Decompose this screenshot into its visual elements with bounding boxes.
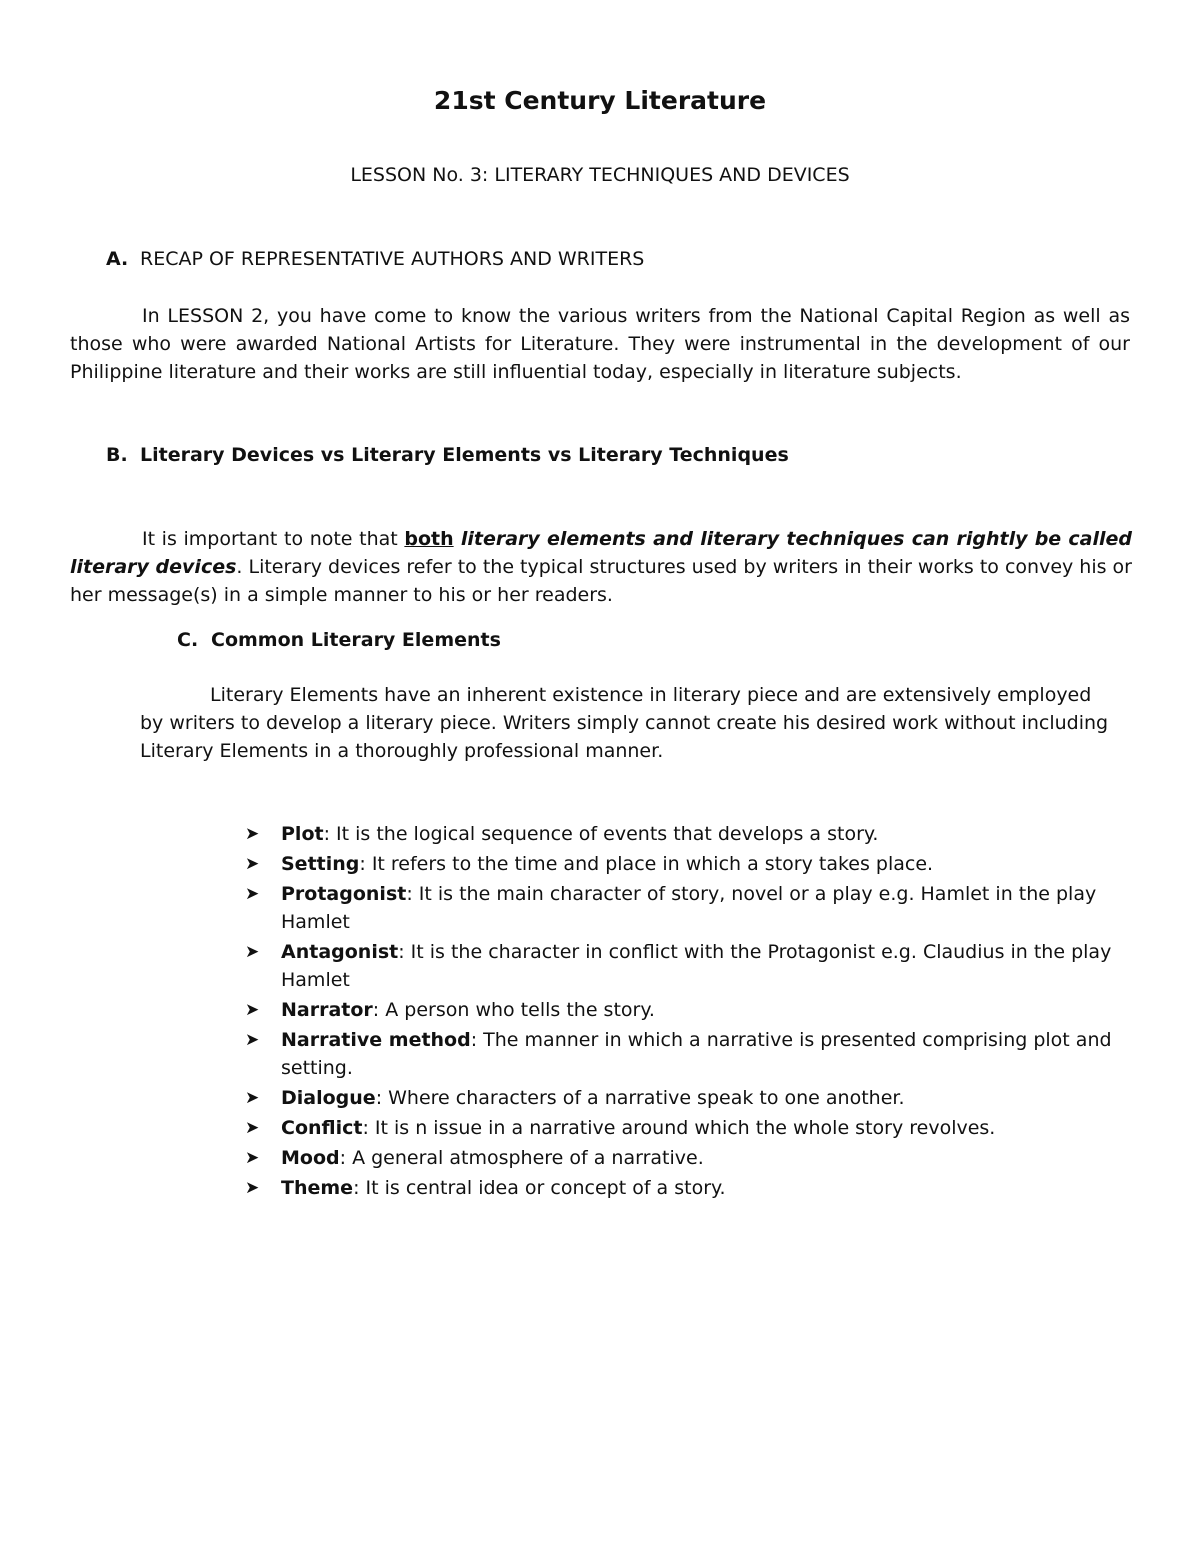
element-definition: : It is n issue in a narrative around which the whole story revolves. [362,1117,996,1139]
section-b-heading [106,444,789,466]
section-c-letter: C. [177,629,199,651]
list-item [245,880,1125,936]
arrow-bullet-icon: ➤ [245,1030,260,1050]
arrow-bullet-icon: ➤ [245,1178,260,1198]
arrow-bullet-icon: ➤ [245,854,260,874]
element-term: Theme [281,1177,354,1199]
list-item [245,996,1125,1024]
element-definition: : The manner in which a narrative is presented comprising plot and setting. [281,1029,1112,1079]
element-definition: : A general atmosphere of a narrative. [339,1147,704,1169]
element-definition: : It is the main character of story, novel or a play e.g. Hamlet in the play Hamlet [281,883,1097,933]
section-b-emphasis: literary elements and literary techniques can rightly be called literary devices [70,528,1132,578]
section-a-heading [106,248,644,270]
section-c-body: Literary Elements have an inherent existence in literary piece and are extensively employed by writers to develop a literary piece. Writers simply cannot create his desired work without including Literary Elements in a thoroughly professional manner. [140,684,1109,762]
literary-elements-list [245,820,1125,1204]
section-b-paragraph [70,525,1132,609]
list-item [245,938,1125,994]
element-term: Protagonist [281,883,407,905]
element-definition: : It is the logical sequence of events that develops a story. [323,823,879,845]
arrow-bullet-icon: ➤ [245,1148,260,1168]
element-term: Antagonist [281,941,399,963]
element-definition: : It is central idea or concept of a story. [353,1177,726,1199]
element-term: Narrator [281,999,373,1021]
list-item [245,1144,1125,1172]
section-a-letter: A. [106,248,129,270]
arrow-bullet-icon: ➤ [245,942,260,962]
element-term: Dialogue [281,1087,376,1109]
list-item [245,1084,1125,1112]
section-a-body: In LESSON 2, you have come to know the various writers from the National Capital Region as well as those who were awarded National Artists for Literature. They were instrumental in the development of our Philippine literature and their works are still influential today, especially in literature subjects. [70,305,1130,383]
element-definition: : A person who tells the story. [372,999,655,1021]
section-b-intro: It is important to note that [142,528,405,550]
element-term: Setting [281,853,360,875]
section-b-letter: B. [106,444,128,466]
arrow-bullet-icon: ➤ [245,1000,260,1020]
section-c-title: Common Literary Elements [211,629,501,651]
element-term: Mood [281,1147,340,1169]
list-item [245,1026,1125,1082]
list-item [245,850,1125,878]
section-b-rest: . Literary devices refer to the typical structures used by writers in their works to convey his or her message(s) in a simple manner to his or her readers. [70,556,1132,606]
arrow-bullet-icon: ➤ [245,1118,260,1138]
section-a-paragraph [70,302,1130,386]
arrow-bullet-icon: ➤ [245,824,260,844]
element-definition: : Where characters of a narrative speak to one another. [375,1087,905,1109]
element-definition: : It is the character in conflict with the Protagonist e.g. Claudius in the play Hamlet [281,941,1112,991]
list-item [245,1114,1125,1142]
section-c-paragraph [140,681,1120,765]
section-c-heading [177,629,501,651]
document-title: 21st Century Literature [433,86,767,115]
arrow-bullet-icon: ➤ [245,884,260,904]
list-item [245,820,1125,848]
section-a-title: RECAP OF REPRESENTATIVE AUTHORS AND WRITERS [140,248,645,270]
element-term: Conflict [281,1117,363,1139]
element-term: Narrative method [281,1029,471,1051]
element-definition: : It refers to the time and place in which a story takes place. [359,853,934,875]
list-item [245,1174,1125,1202]
section-b-title: Literary Devices vs Literary Elements vs Literary Techniques [140,444,789,466]
section-b-underlined: both [404,528,454,550]
element-term: Plot [281,823,324,845]
lesson-title: LESSON No. 3: LITERARY TECHNIQUES AND DEVICES [350,164,850,186]
arrow-bullet-icon: ➤ [245,1088,260,1108]
